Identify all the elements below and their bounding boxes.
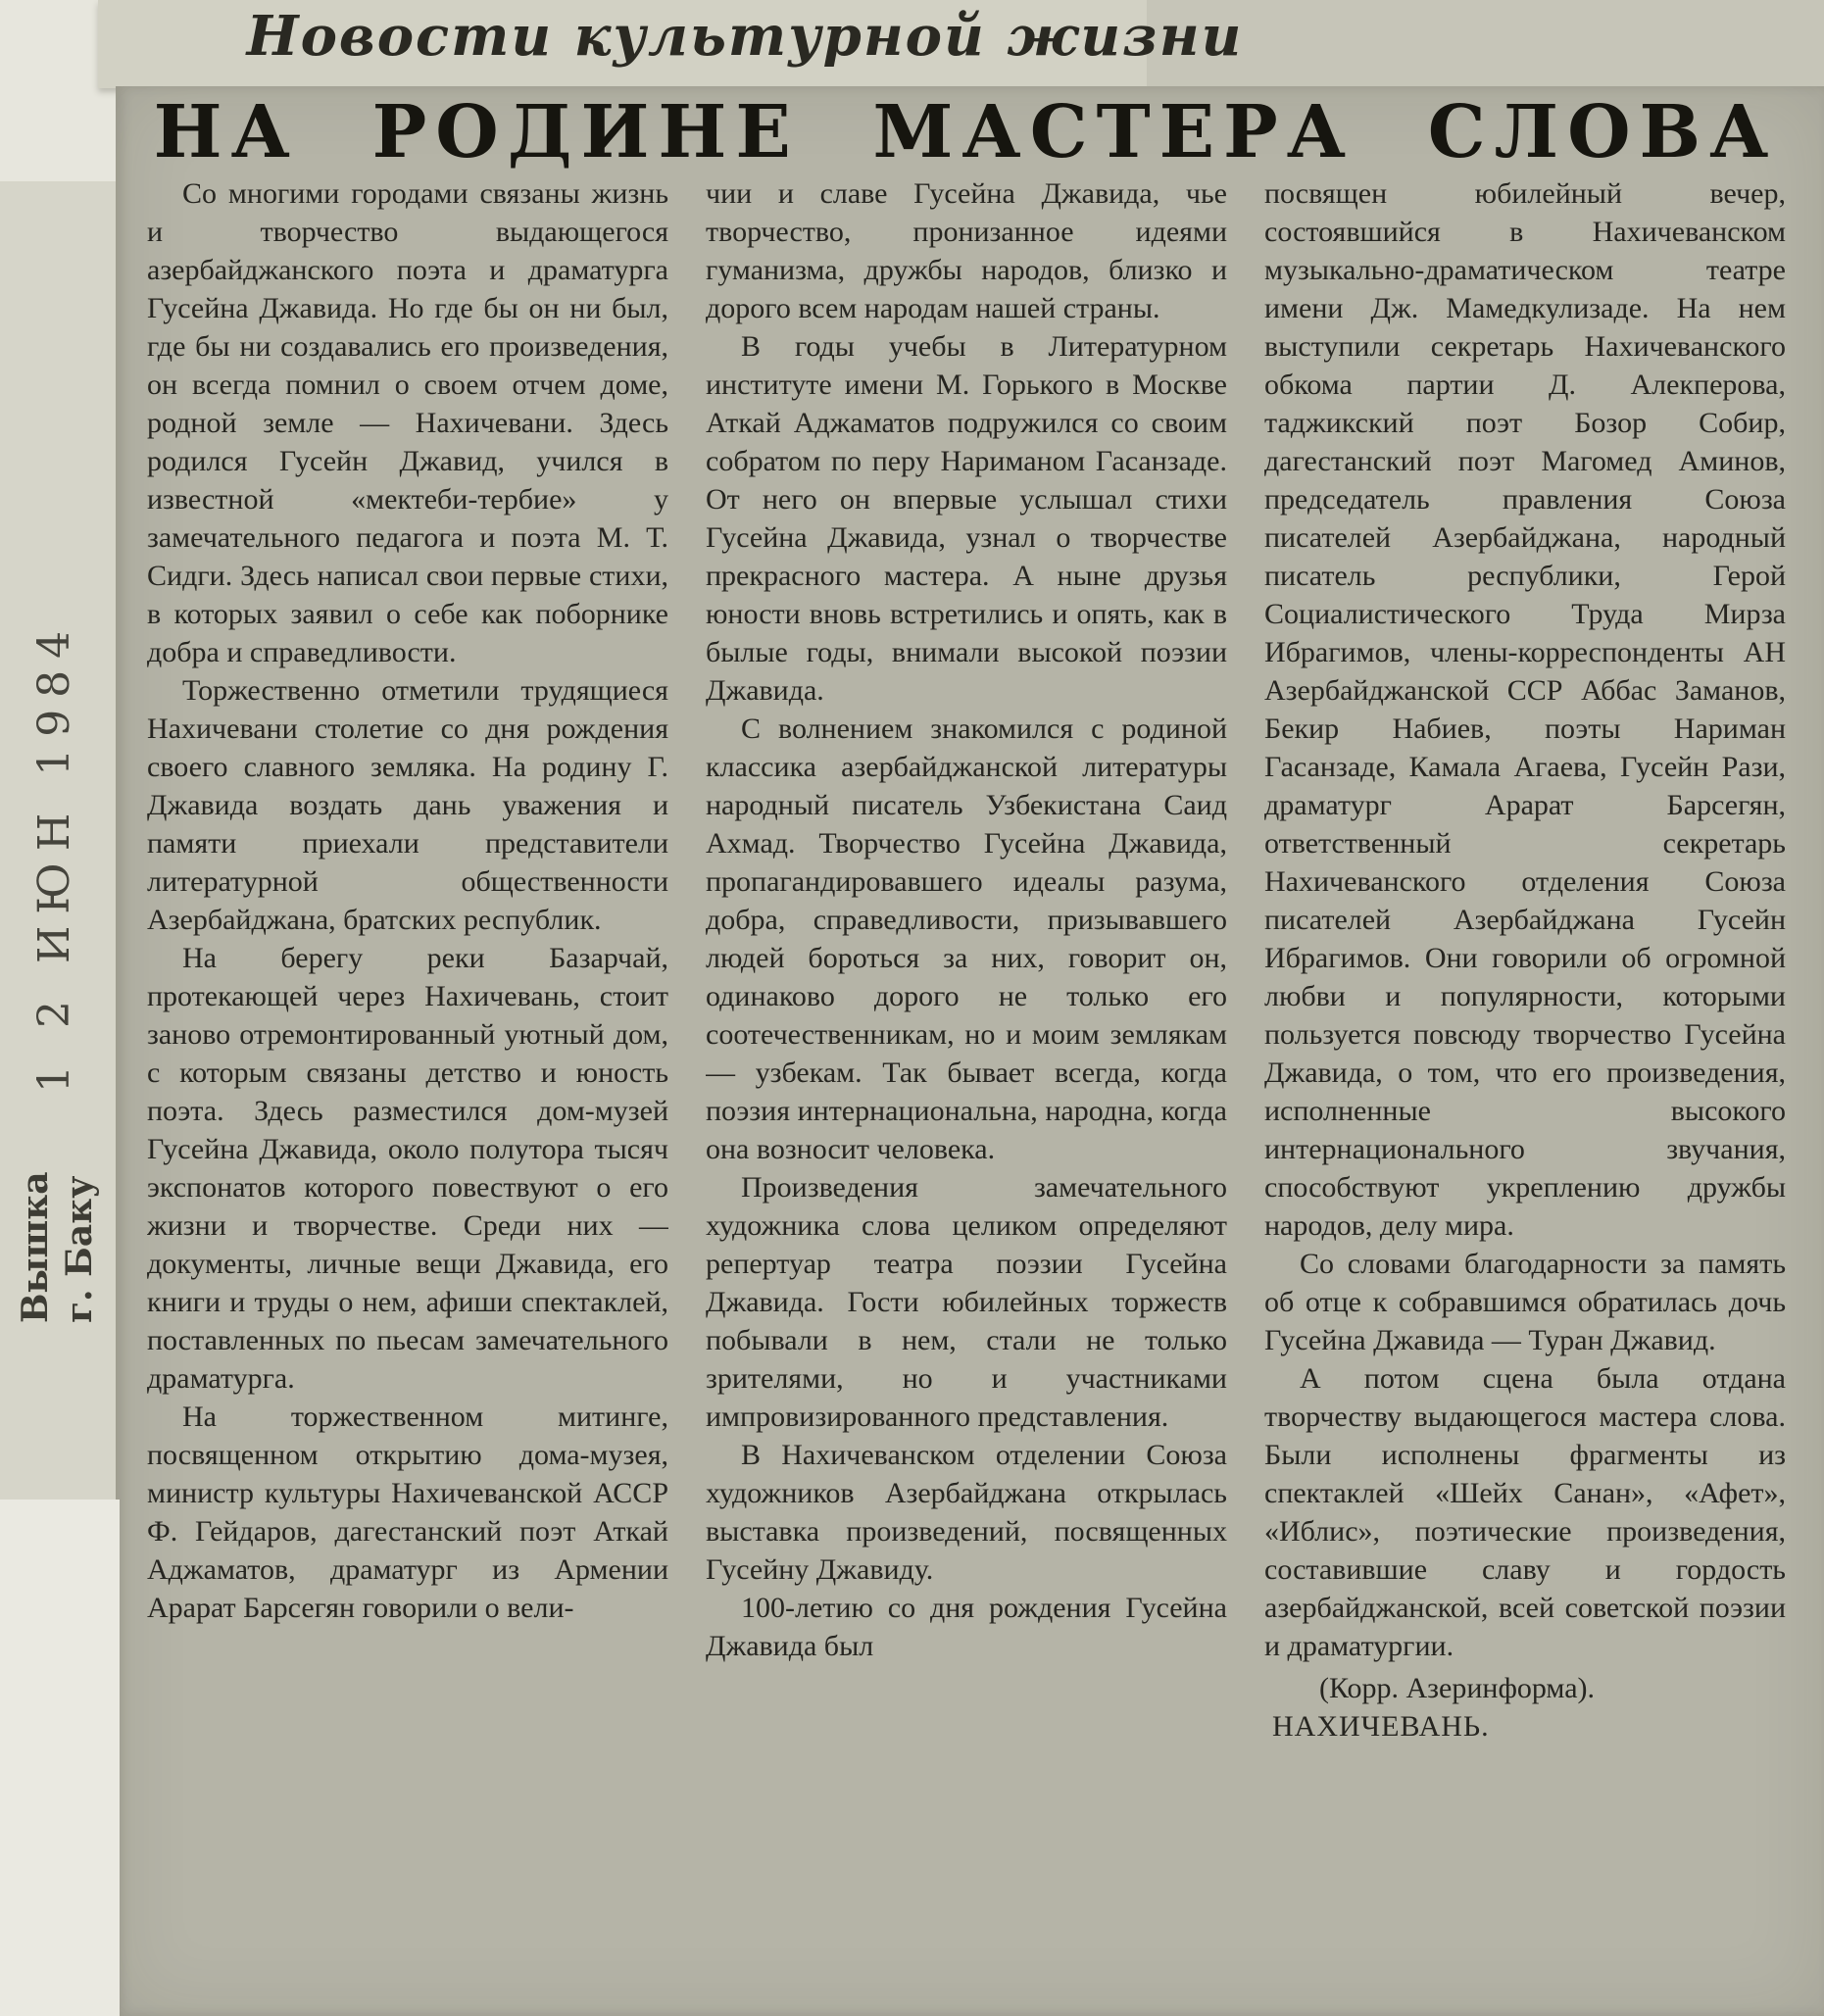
paper-bottomleft-corner [0,1500,120,2016]
publication-city: г. Баку [59,1175,100,1323]
column-1 [147,174,668,2012]
paper-topright-piece [1147,0,1824,88]
paragraph: А потом сцена была отдана творчеству выдающегося мастера слова. Были исполнены фрагменты из спектаклей «Шейх Санан», «Афет», «Иблис», поэтические произведения, составившие славу и гордость азербайджанской, всей советской поэзии и драматургии. [1264,1362,1786,1662]
column-3 [1264,174,1786,2012]
paragraph: Торжественно отметили трудящиеся Нахичевани столетие со дня рождения своего славного земляка. На родину Г. Джавида воздать дань уважения и памяти приехали представители литературной общественности Азербайджана, братских республик. [147,674,668,936]
article-footer [1264,1669,1786,1746]
paragraph: Со многими городами связаны жизнь и творчество выдающегося азербайджанского поэта и драматурга Гусейна Джавида. Но где бы он ни был, где бы ни создавались его произведения, он всегда помнил о своем отчем доме, родной земле — Нахичевани. Здесь родился Гусейн Джавид, учился в известной «мектеби-тербие» у замечательного педагога и поэта М. Т. Сидги. Здесь написал свои первые стихи, в которых заявил о себе как поборнике добра и справедливости. [147,177,668,668]
article-headline: НА РОДИНЕ МАСТЕРА СЛОВА [153,90,1778,174]
paragraph: чии и славе Гусейна Джавида, чье творчество, пронизанное идеями гуманизма, дружбы народов, близко и дорого всем народам нашей страны. [706,177,1227,324]
publication-name: Вышка [15,1171,56,1323]
column-2 [706,174,1227,2012]
paragraph: Со словами благодарности за память об отце к собравшимся обратилась дочь Гусейна Джавида — Туран Джавид. [1264,1248,1786,1356]
dateline: НАХИЧЕВАНЬ. [1272,1710,1490,1743]
article-body [147,174,1786,2012]
paragraph: В годы учебы в Литературном институте имени М. Горького в Москве Аткай Аджаматов подружился со своим собратом по перу Нариманом Гасанзаде. От него он впервые услышал стихи Гусейна Джавида, узнал о творчестве прекрасного мастера. А ныне друзья юности вновь встретились и опять, как в былые годы, внимали высокой поэзии Джавида. [706,330,1227,707]
date-stamp: 1 2 ИЮН 1984 [29,618,79,1093]
paragraph: посвящен юбилейный вечер, состоявшийся в Нахичеванском музыкально-драматическом театре имени Дж. Мамедкулизаде. На нем выступили секретарь Нахичеванского обкома партии Д. Алекперова, таджикский поэт Бозор Собир, дагестанский поэт Магомед Аминов, председатель правления Союза писателей Азербайджана, народный писатель республики, Герой Социалистического Труда Мирза Ибрагимов, члены-корреспонденты АН Азербайджанской ССР Аббас Заманов, Бекир Набиев, поэты Нариман Гасанзаде, Камала Агаева, Гусейн Рази, драматург Арарат Барсегян, ответственный секретарь Нахичеванского отделения Союза писателей Азербайджана Гусейн Ибрагимов. Они говорили об огромной любви и популярности, которыми пользуется повсюду творчество Гусейна Джавида, о том, что его произведения, исполненные высокого интернационального звучания, способствуют укреплению дружбы народов, делу мира. [1264,177,1786,1242]
section-title: Новости культурной жизни [246,4,1244,69]
paragraph: Произведения замечательного художника слова целиком определяют репертуар театра поэзии Гусейна Джавида. Гости юбилейных торжеств побывали в нем, стали не только зрителями, но и участниками импровизированного представления. [706,1171,1227,1433]
paragraph: В Нахичеванском отделении Союза художников Азербайджана открылась выставка произведений, посвященных Гусейну Джавиду. [706,1439,1227,1586]
paragraph: На торжественном митинге, посвященном открытию дома-музея, министр культуры Нахичеванской АССР Ф. Гейдаров, дагестанский поэт Аткай Аджаматов, драматург из Армении Арарат Барсегян говорили о вели- [147,1401,668,1624]
credit-line: (Корр. Азеринформа). [1319,1672,1596,1704]
section-masthead [246,4,1244,69]
paragraph: С волнением знакомился с родиной классика азербайджанской литературы народный писатель Узбекистана Саид Ахмад. Творчество Гусейна Джавида, пропагандировавшего идеалы разума, добра, справедливости, призывавшего людей бороться за них, говорит он, одинаково дорого не только его соотечественникам, но и моим землякам — узбекам. Так бывает всегда, когда поэзия интернациональна, народна, когда она возносит человека. [706,713,1227,1165]
publication-stamp [14,1171,102,1323]
paragraph: На берегу реки Базарчай, протекающей через Нахичевань, стоит заново отремонтированный уютный дом, с которым связаны детство и юность поэта. Здесь разместился дом-музей Гусейна Джавида, около полутора тысяч экспонатов которого повествуют о его жизни и творчестве. Среди них — документы, личные вещи Джавида, его книги и труды о нем, афиши спектаклей, поставленных по пьесам замечательного драматурга. [147,942,668,1395]
paragraph: 100-летию со дня рождения Гусейна Джавида был [706,1592,1227,1662]
